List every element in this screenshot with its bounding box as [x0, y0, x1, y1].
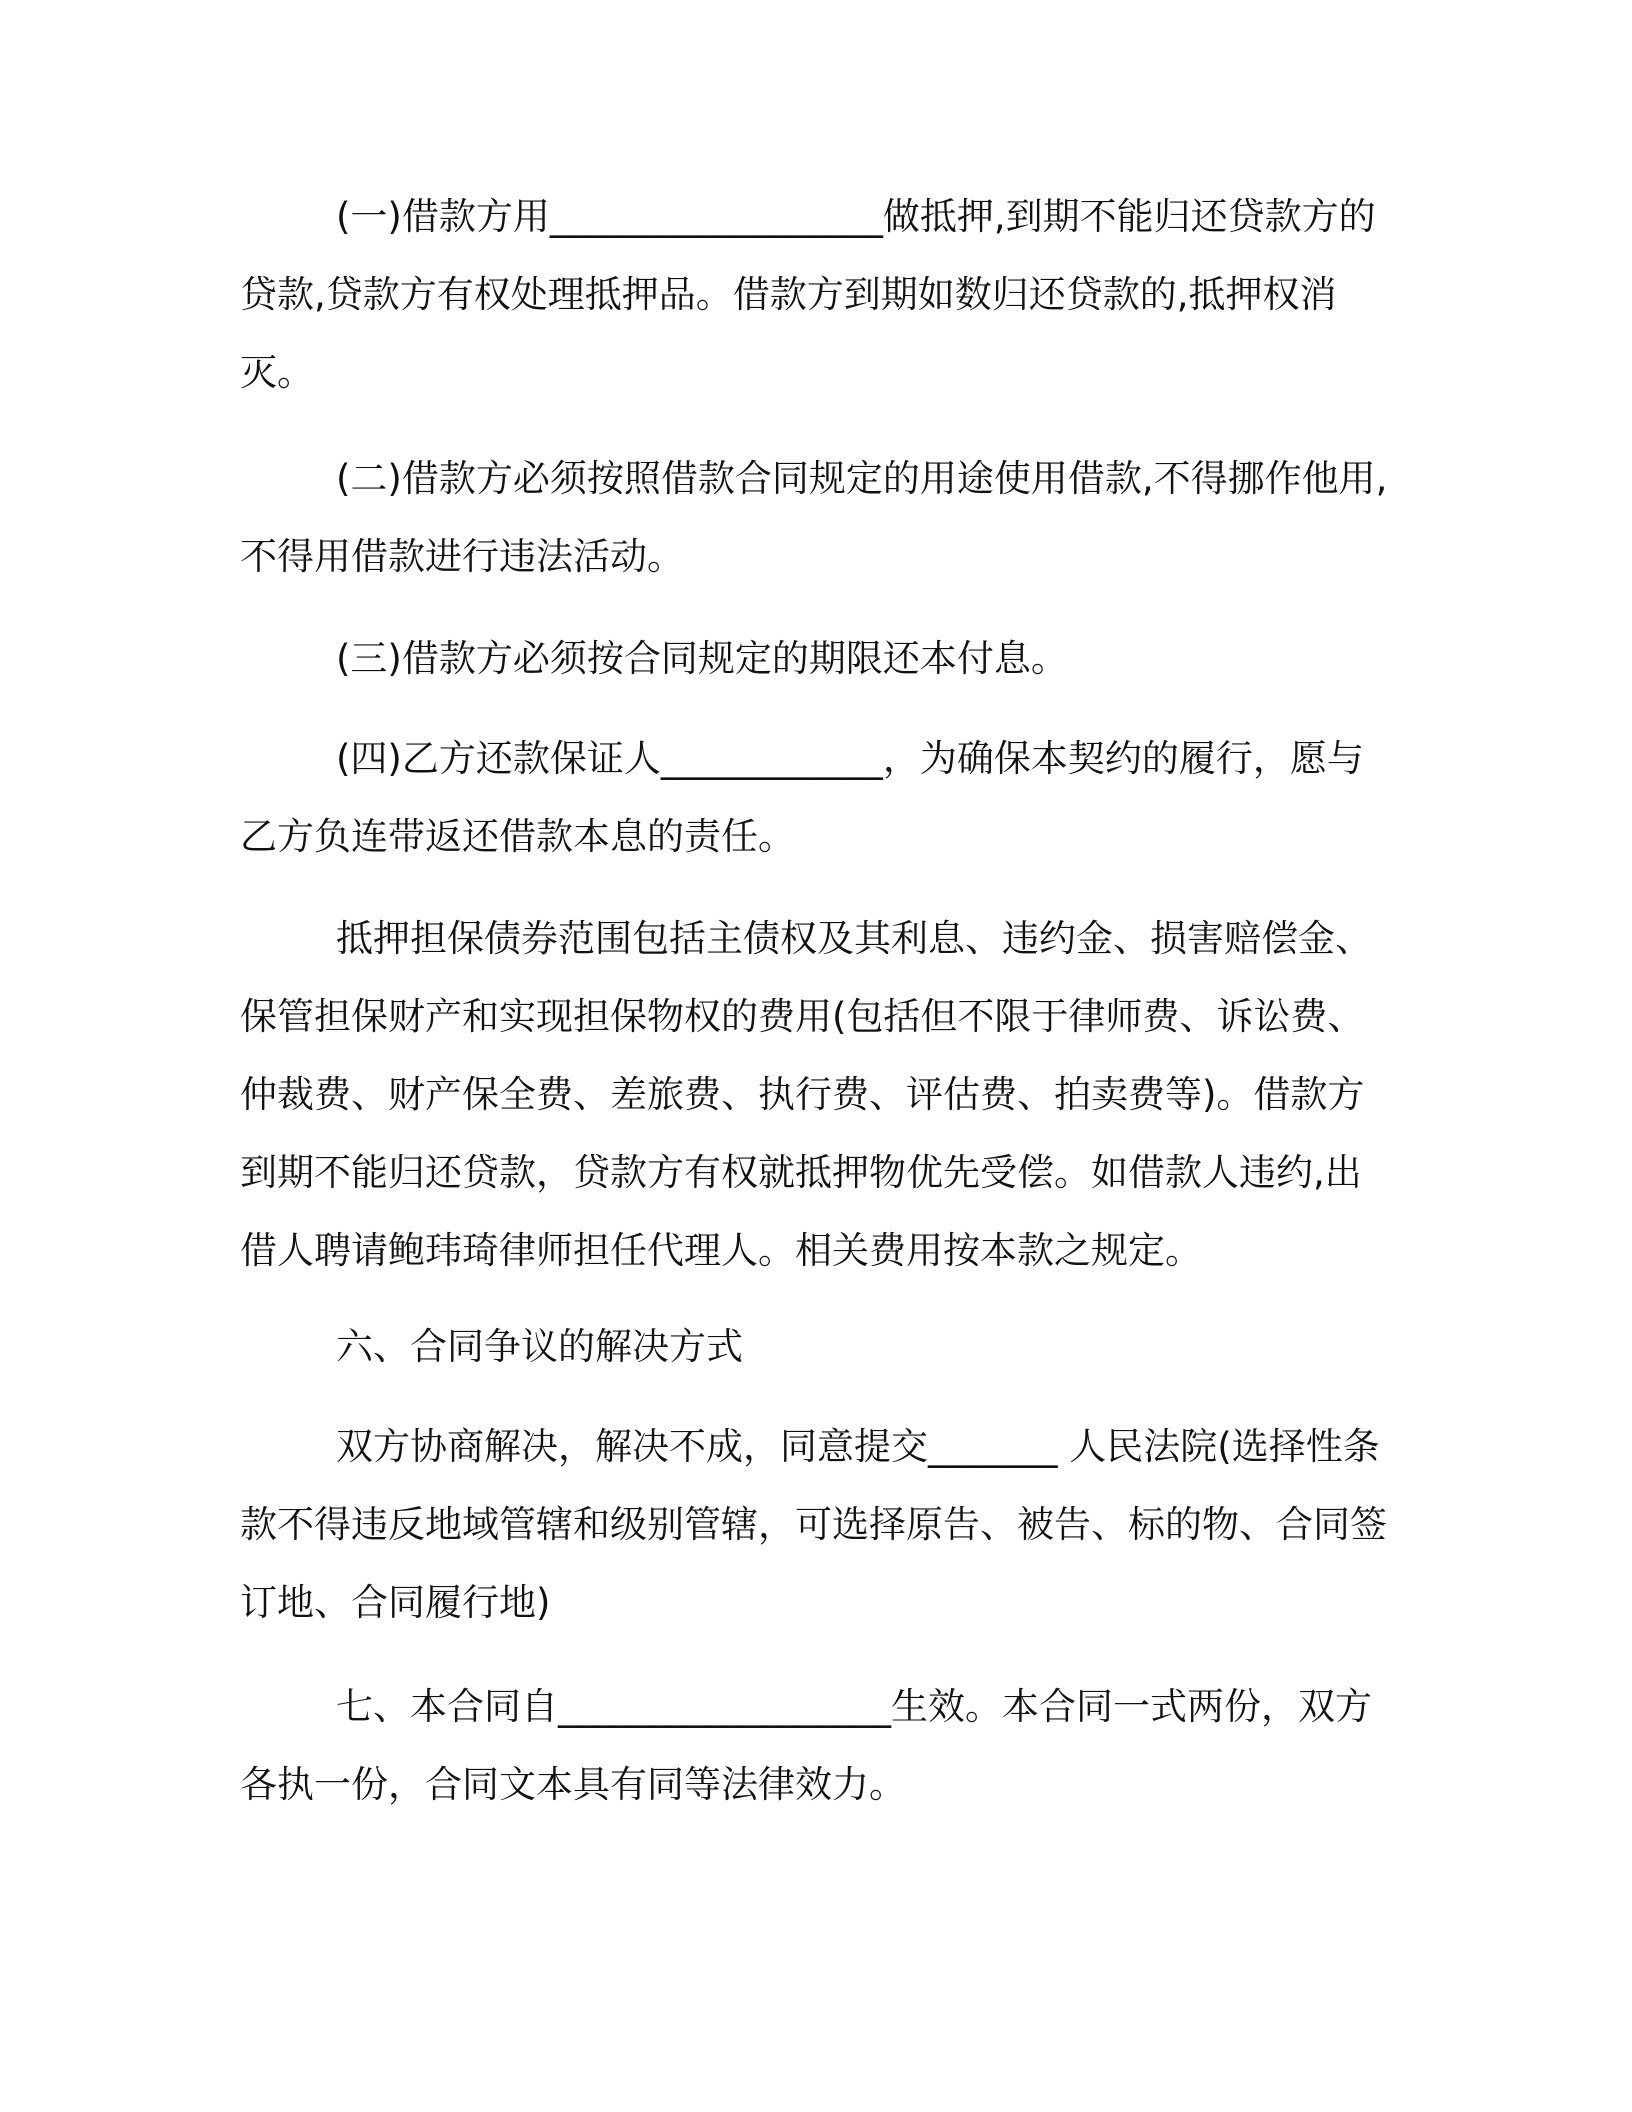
clause-effective-date [240, 1668, 1390, 1824]
clause-dispute-before: 双方协商解决，解决不成，同意提交 [336, 1425, 928, 1468]
clause-guarantor-after: ，为确保本契约的履行，愿与乙方负连带返还借款本息的责任。 [240, 737, 1364, 858]
clause-security-scope: 抵押担保债券范围包括主债权及其利息、违约金、损害赔偿金、保管担保财产和实现担保物权的费用(包括但不限于律师费、诉讼费、仲裁费、财产保全费、差旅费、执行费、评估费、拍卖费等)。借款方到期不能归还贷款，贷款方有权就抵押物优先受偿。如借款人违约,出借人聘请鲍玮琦律师担任代理人。相关费用按本款之规定。 [240, 917, 1372, 1272]
clause-repayment-term: (三)借款方必须按合同规定的期限还本付息。 [336, 637, 1068, 680]
clause-guarantor-before: (四)乙方还款保证人 [336, 737, 661, 780]
effective-date-blank: __________________ [558, 1685, 891, 1728]
clause-collateral-after: 做抵押,到期不能归还贷款方的贷款,贷款方有权处理抵押品。借款方到期如数归还贷款的,抵押权消灭。 [240, 195, 1376, 394]
clause-collateral-before: (一)借款方用 [336, 195, 550, 238]
clause-dispute-after: 人民法院(选择性条款不得违反地域管辖和级别管辖，可选择原告、被告、标的物、合同签订地、合同履行地) [240, 1425, 1387, 1624]
clause-loan-purpose: (二)借款方必须按照借款合同规定的用途使用借款,不得挪作他用,不得用借款进行违法活动。 [240, 457, 1388, 578]
clause-guarantor [240, 720, 1390, 876]
clause-effective-before: 七、本合同自 [336, 1685, 558, 1728]
clause-effective-after: 生效。本合同一式两份，双方各执一份，合同文本具有同等法律效力。 [240, 1685, 1372, 1806]
court-blank: _______ [928, 1425, 1058, 1468]
clause-dispute-resolution [240, 1408, 1390, 1642]
section-heading-dispute: 六、合同争议的解决方式 [336, 1325, 743, 1368]
clause-collateral [240, 178, 1390, 412]
collateral-blank: __________________ [549, 195, 883, 238]
guarantor-blank: ____________ [660, 737, 883, 780]
